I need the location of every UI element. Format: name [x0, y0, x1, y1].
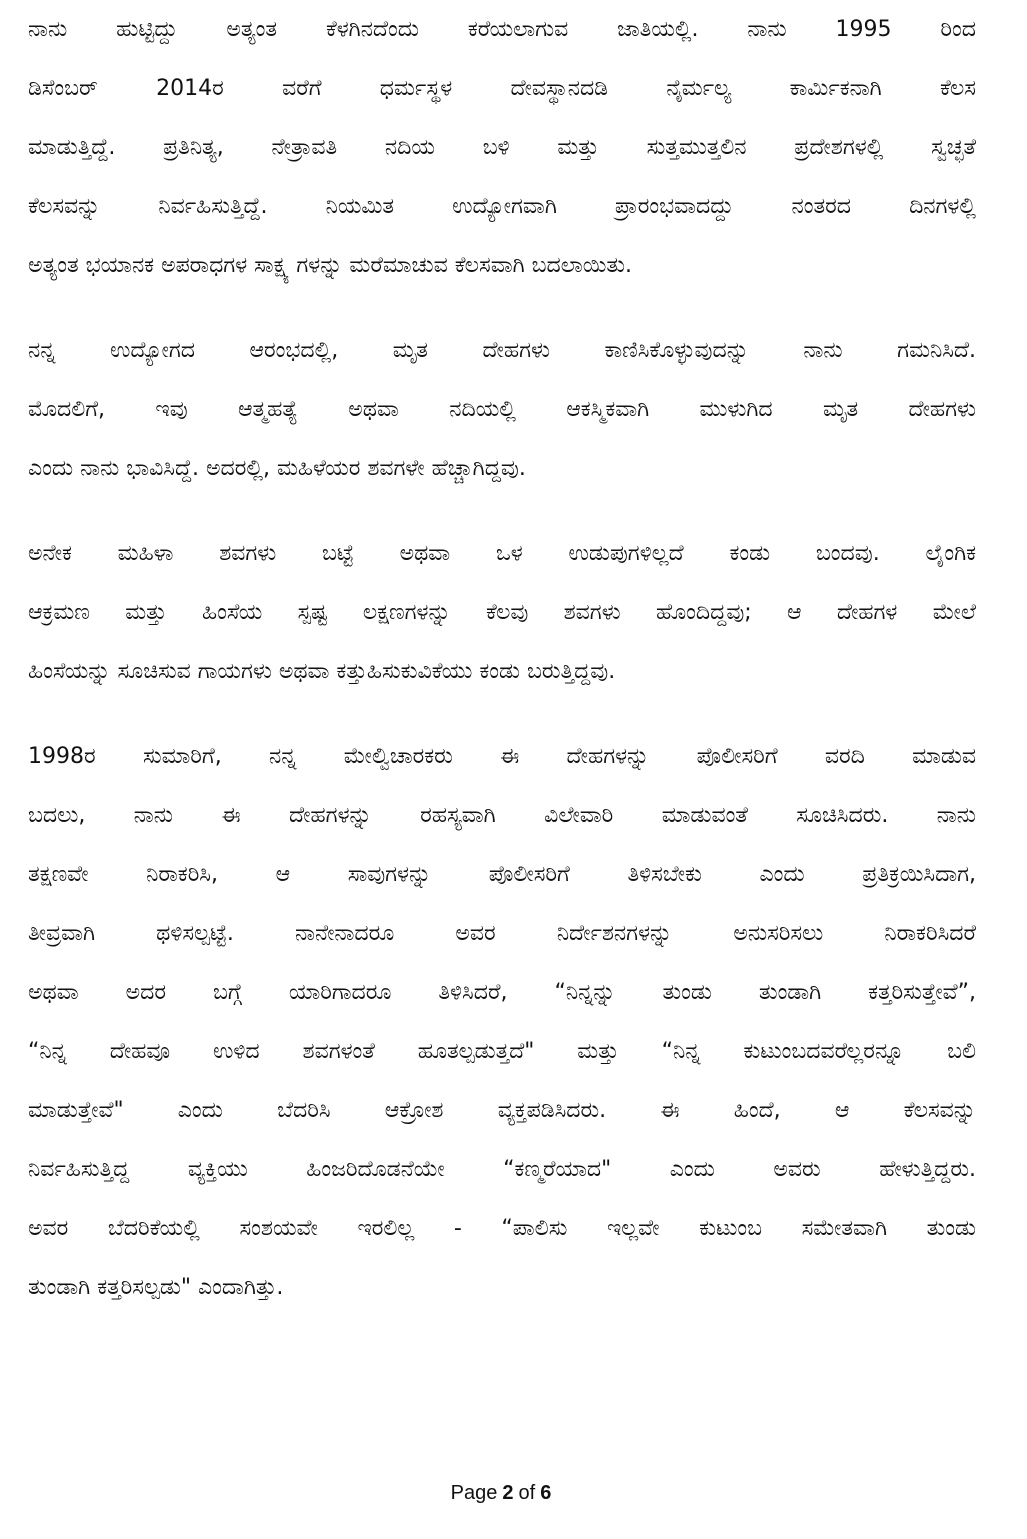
- text-line: ಆಕ್ರಮಣ ಮತ್ತು ಹಿಂಸೆಯ ಸ್ಪಷ್ಟ ಲಕ್ಷಣಗಳನ್ನು ಕೆಲವು ಶವಗಳು ಹೊಂದಿದ್ದವು; ಆ ದೇಹಗಳ ಮೇಲೆ: [28, 600, 976, 625]
- page-of-label: of: [518, 1482, 536, 1504]
- text-line: ಹಿಂಸೆಯನ್ನು ಸೂಚಿಸುವ ಗಾಯಗಳು ಅಥವಾ ಕತ್ತುಹಿಸುಕುವಿಕೆಯು ಕಂಡು ಬರುತ್ತಿದ್ದವು.: [28, 659, 616, 684]
- text-line: ಅನೇಕ ಮಹಿಳಾ ಶವಗಳು ಬಟ್ಟೆ ಅಥವಾ ಒಳ ಉಡುಪುಗಳಿಲ್ಲದೆ ಕಂಡು ಬಂದವು. ಲೈಂಗಿಕ: [28, 541, 976, 566]
- text-line: “ನಿನ್ನ ದೇಹವೂ ಉಳಿದ ಶವಗಳಂತೆ ಹೂತಲ್ಪಡುತ್ತದೆ" ಮತ್ತು “ನಿನ್ನ ಕುಟುಂಬದವರೆಲ್ಲರನ್ನೂ ಬಲಿ: [28, 1039, 976, 1064]
- document-body: [28, 0, 976, 1343]
- current-page-number: 2: [502, 1482, 514, 1504]
- text-line: ಮಾಡುತ್ತೇವೆ" ಎಂದು ಬೆದರಿಸಿ ಆಕ್ರೋಶ ವ್ಯಕ್ತಪಡಿಸಿದರು. ಈ ಹಿಂದೆ, ಆ ಕೆಲಸವನ್ನು: [28, 1098, 976, 1123]
- text-line: ಮೊದಲಿಗೆ, ಇವು ಆತ್ಮಹತ್ಯೆ ಅಥವಾ ನದಿಯಲ್ಲಿ ಆಕಸ್ಮಿಕವಾಗಿ ಮುಳುಗಿದ ಮೃತ ದೇಹಗಳು: [28, 397, 976, 422]
- paragraph-1: [28, 0, 976, 295]
- paragraph-4: [28, 727, 976, 1317]
- text-line: ತೀವ್ರವಾಗಿ ಥಳಿಸಲ್ಪಟ್ಟೆ. ನಾನೇನಾದರೂ ಅವರ ನಿರ್ದೇಶನಗಳನ್ನು ಅನುಸರಿಸಲು ನಿರಾಕರಿಸಿದರೆ: [28, 921, 976, 946]
- text-line: ತಕ್ಷಣವೇ ನಿರಾಕರಿಸಿ, ಆ ಸಾವುಗಳನ್ನು ಪೊಲೀಸರಿಗೆ ತಿಳಿಸಬೇಕು ಎಂದು ಪ್ರತಿಕ್ರಯಿಸಿದಾಗ,: [28, 862, 976, 887]
- text-line: ನಿರ್ವಹಿಸುತ್ತಿದ್ದ ವ್ಯಕ್ತಿಯು ಹಿಂಜರಿದೊಡನೆಯೇ “ಕಣ್ಮರೆಯಾದ" ಎಂದು ಅವರು ಹೇಳುತ್ತಿದ್ದರು.: [28, 1157, 976, 1182]
- text-line: ಎಂದು ನಾನು ಭಾವಿಸಿದ್ದೆ. ಅದರಲ್ಲಿ, ಮಹಿಳೆಯರ ಶವಗಳೇ ಹೆಚ್ಚಾಗಿದ್ದವು.: [28, 456, 526, 481]
- text-line: ಬದಲು, ನಾನು ಈ ದೇಹಗಳನ್ನು ರಹಸ್ಯವಾಗಿ ವಿಲೇವಾರಿ ಮಾಡುವಂತೆ ಸೂಚಿಸಿದರು. ನಾನು: [28, 803, 976, 828]
- text-line: ನಾನು ಹುಟ್ಟಿದ್ದು ಅತ್ಯಂತ ಕೆಳಗಿನದೆಂದು ಕರೆಯಲಾಗುವ ಜಾತಿಯಲ್ಲಿ. ನಾನು 1995 ರಿಂದ: [28, 17, 976, 42]
- paragraph-3: [28, 524, 976, 701]
- page-label: Page: [450, 1482, 498, 1504]
- paragraph-2: [28, 321, 976, 498]
- page-number-footer: [0, 1478, 1002, 1508]
- total-pages-number: 6: [540, 1482, 552, 1504]
- text-line: ಅವರ ಬೆದರಿಕೆಯಲ್ಲಿ ಸಂಶಯವೇ ಇರಲಿಲ್ಲ - “ಪಾಲಿಸು ಇಲ್ಲವೇ ಕುಟುಂಬ ಸಮೇತವಾಗಿ ತುಂಡು: [28, 1216, 976, 1241]
- text-line: ಮಾಡುತ್ತಿದ್ದೆ. ಪ್ರತಿನಿತ್ಯ, ನೇತ್ರಾವತಿ ನದಿಯ ಬಳಿ ಮತ್ತು ಸುತ್ತಮುತ್ತಲಿನ ಪ್ರದೇಶಗಳಲ್ಲಿ ಸ್ವಚ್ಛತೆ: [28, 135, 976, 160]
- text-line: 1998ರ ಸುಮಾರಿಗೆ, ನನ್ನ ಮೇಲ್ವಿಚಾರಕರು ಈ ದೇಹಗಳನ್ನು ಪೊಲೀಸರಿಗೆ ವರದಿ ಮಾಡುವ: [28, 744, 976, 769]
- text-line: ಕೆಲಸವನ್ನು ನಿರ್ವಹಿಸುತ್ತಿದ್ದೆ. ನಿಯಮಿತ ಉದ್ಯೋಗವಾಗಿ ಪ್ರಾರಂಭವಾದದ್ದು ನಂತರದ ದಿನಗಳಲ್ಲಿ: [28, 194, 976, 219]
- text-line: ಡಿಸೆಂಬರ್ 2014ರ ವರೆಗೆ ಧರ್ಮಸ್ಥಳ ದೇವಸ್ಥಾನದಡಿ ನೈರ್ಮಲ್ಯ ಕಾರ್ಮಿಕನಾಗಿ ಕೆಲಸ: [28, 76, 976, 101]
- text-line: ತುಂಡಾಗಿ ಕತ್ತರಿಸಲ್ಪಡು" ಎಂದಾಗಿತ್ತು.: [28, 1275, 284, 1300]
- text-line: ನನ್ನ ಉದ್ಯೋಗದ ಆರಂಭದಲ್ಲಿ, ಮೃತ ದೇಹಗಳು ಕಾಣಿಸಿಕೊಳ್ಳುವುದನ್ನು ನಾನು ಗಮನಿಸಿದೆ.: [28, 338, 976, 363]
- text-line: ಅಥವಾ ಅದರ ಬಗ್ಗೆ ಯಾರಿಗಾದರೂ ತಿಳಿಸಿದರೆ, “ನಿನ್ನನ್ನು ತುಂಡು ತುಂಡಾಗಿ ಕತ್ತರಿಸುತ್ತೇವೆ”,: [28, 980, 976, 1005]
- text-line: ಅತ್ಯಂತ ಭಯಾನಕ ಅಪರಾಧಗಳ ಸಾಕ್ಷ್ಯ ಗಳನ್ನು ಮರೆಮಾಚುವ ಕೆಲಸವಾಗಿ ಬದಲಾಯಿತು.: [28, 253, 633, 278]
